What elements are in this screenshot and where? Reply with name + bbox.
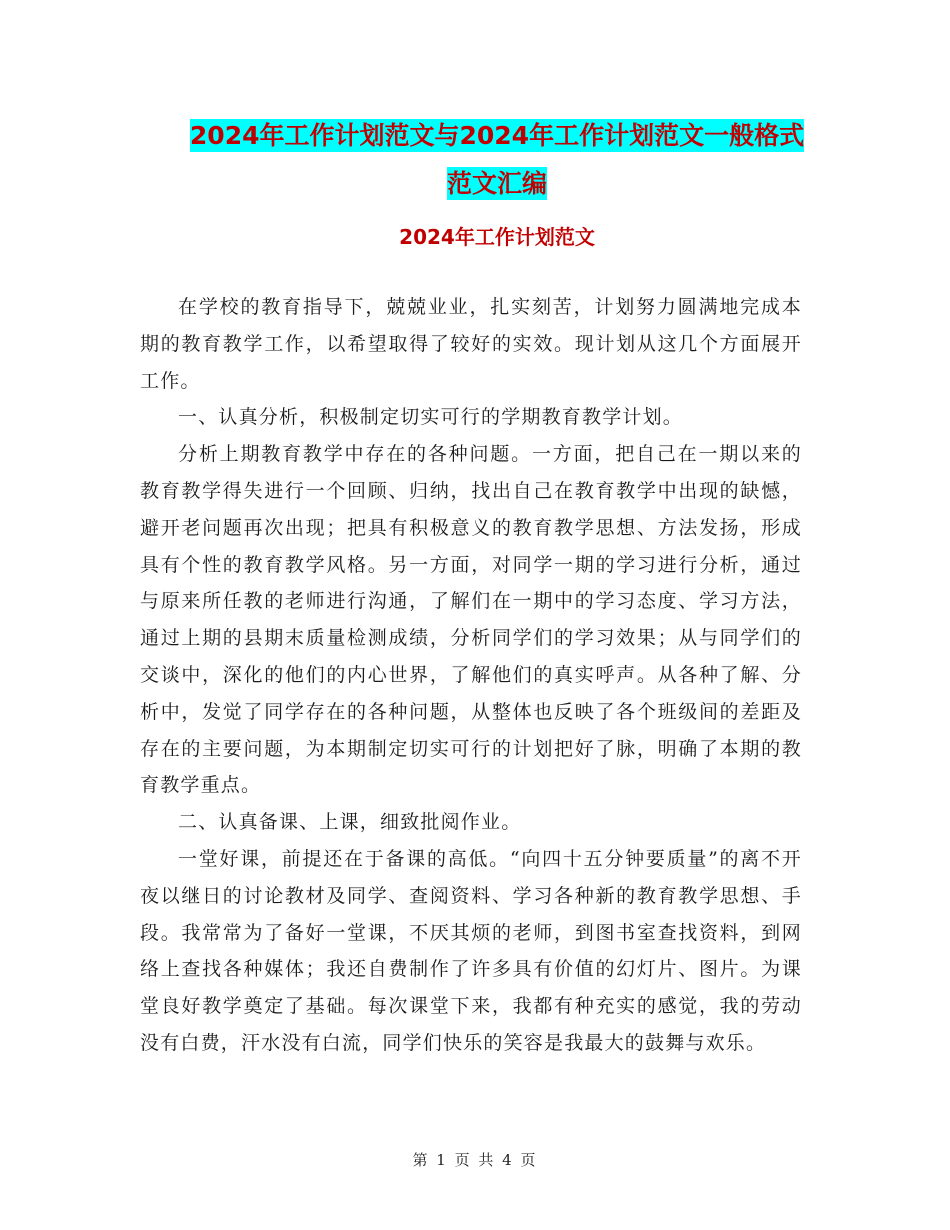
paragraph-analysis: 分析上期教育教学中存在的各种问题。一方面，把自己在一期以来的教育教学得失进行一个回顾、归纳，找出自己在教育教学中出现的缺憾，避开老问题再次出现；把具有积极意义的教育教学思想、方法发扬，形成具有个性的教育教学风格。另一方面，对同学一期的学习进行分析，通过与原来所任教的老师进行沟通，了解们在一期中的学习态度、学习方法，通过上期的县期末质量检测成绩，分析同学们的学习效果；从与同学们的交谈中，深化的他们的内心世界，了解他们的真实呼声。从各种了解、分析中，发觉了同学存在的各种问题，从整体也反映了各个班级间的差距及存在的主要问题，为本期制定切实可行的计划把好了脉，明确了本期的教育教学重点。 — [140, 443, 802, 797]
body-text — [140, 289, 802, 1062]
paragraph-heading-2: 二、认真备课、上课，细致批阅作业。 — [178, 811, 522, 834]
document-title — [140, 112, 854, 208]
paragraph-intro: 在学校的教育指导下，兢兢业业，扎实刻苦，计划努力圆满地完成本期的教育教学工作，以希望取得了较好的实效。现计划从这几个方面展开工作。 — [140, 296, 802, 392]
page-footer: 第 1 页 共 4 页 — [412, 1151, 538, 1169]
document-title-line-1: 2024年工作计划范文与2024年工作计划范文一般格式 — [189, 121, 805, 150]
paragraph-heading-1: 一、认真分析，积极制定切实可行的学期教育教学计划。 — [178, 406, 684, 429]
paragraph-lesson-prep: 一堂好课，前提还在于备课的高低。“向四十五分钟要质量”的离不开夜以继日的讨论教材及同学、查阅资料、学习各种新的教育教学思想、手段。我常常为了备好一堂课，不厌其烦的老师，到图书室查找资料，到网络上查找各种媒体；我还自费制作了许多具有价值的幻灯片、图片。为课堂良好教学奠定了基础。每次课堂下来，我都有种充实的感觉，我的劳动没有白费，汗水没有白流，同学们快乐的笑容是我最大的鼓舞与欢乐。 — [140, 847, 802, 1054]
section-title: 2024年工作计划范文 — [399, 225, 595, 249]
document-title-line-2: 范文汇编 — [446, 169, 547, 198]
